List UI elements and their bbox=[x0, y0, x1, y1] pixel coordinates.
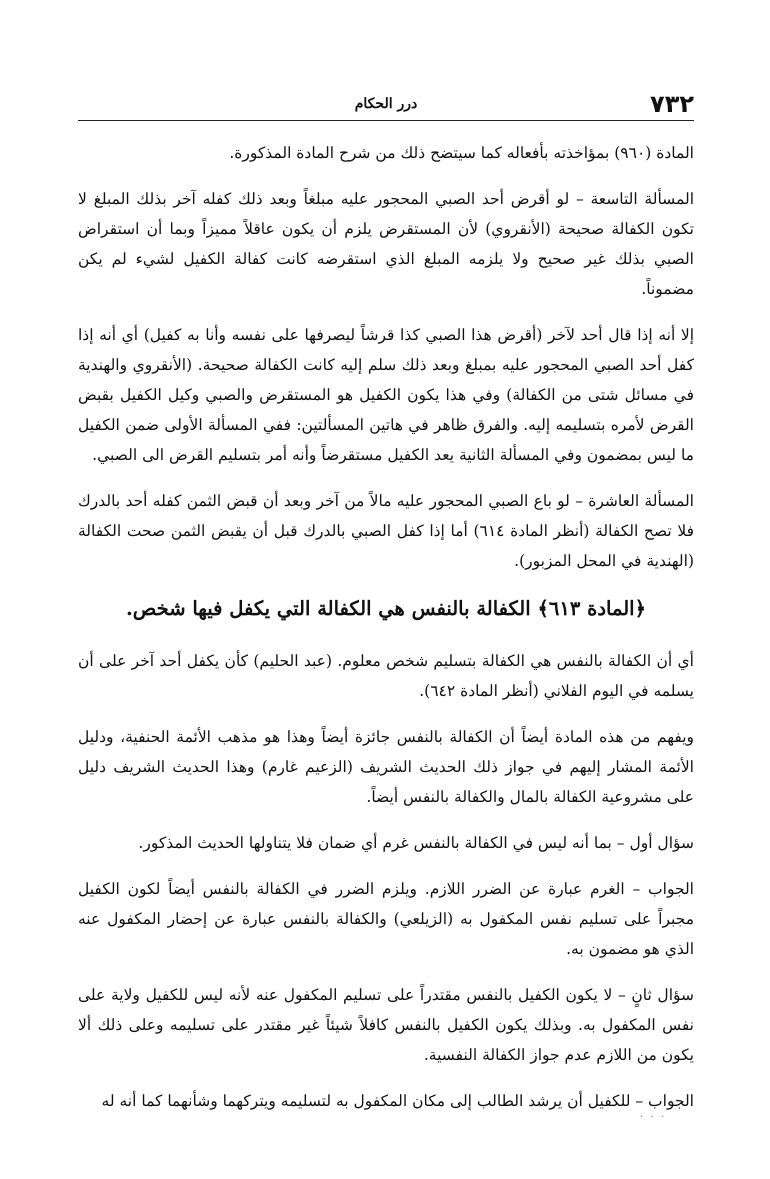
paragraph-tenth-case: المسألة العاشرة – لو باع الصبي المحجور عليه مالاً من آخر وبعد أن قبض الثمن كفله أحد بالدرك فلا تصح الكفالة (أنظر المادة ٦١٤) أما إذا كفل الصبي بالدرك قبل أن يقبض الثمن صحت الكفالة (الهندية في المحل المزبور). bbox=[78, 492, 694, 570]
paragraph-first-question: سؤال أول – بما أنه ليس في الكفالة بالنفس غرم أي ضمان فلا يتناولها الحديث المذكور. bbox=[138, 834, 694, 852]
running-title: درر الحكام bbox=[354, 96, 418, 112]
paragraph-second-question: سؤال ثانٍ – لا يكون الكفيل بالنفس مقتدراً على تسليم المكفول عنه لأنه ليس للكفيل ولاية على نفس المكفول به. وبذلك يكون الكفيل بالنفس كافلاً شيئاً غير مقتدر على تسليمه وعلى ذلك ألا يكون من اللازم عدم جواز الكفالة النفسية. bbox=[78, 986, 694, 1064]
page-header bbox=[78, 92, 694, 121]
paragraph-evidence: ويفهم من هذه المادة أيضاً أن الكفالة بالنفس جائزة أيضاً وهذا هو مذهب الأئمة الحنفية، ودليل الأئمة المشار إليهم في جواز ذلك الحديث الشريف (الزعيم غارم) وهذا الحديث الشريف دليل على مشروعية الكفالة بالمال والكفالة بالنفس أيضاً. bbox=[78, 728, 694, 806]
page-body bbox=[78, 138, 694, 1132]
article-heading: ﴿المادة ٦١٣﴾ الكفالة بالنفس هي الكفالة التي يكفل فيها شخص. bbox=[125, 597, 647, 620]
paragraph-ninth-case: المسألة التاسعة – لو أقرض أحد الصبي المحجور عليه مبلغاً وبعد ذلك كفله آخر بذلك المبلغ لا تكون الكفالة صحيحة (الأنقروي) لأن المستقرض يلزم أن يكون عاقلاً مميزاً وبما أن استقراض الصبي بذلك غير صحيح ولا يلزمه المبلغ الذي استقرضه كانت كفالة الكفيل لشيء لم يكن مضموناً. bbox=[78, 190, 694, 298]
paragraph-first-answer: الجواب – الغرم عبارة عن الضرر اللازم. ويلزم الضرر في الكفالة بالنفس أيضاً لكون الكفيل مجبراً على تسليم نفس المكفول به (الزيلعي) والكفالة بالنفس عبارة عن إحضار المكفول عنه الذي هو مضمون به. bbox=[78, 880, 694, 958]
paragraph-continuation: المادة (٩٦٠) بمؤاخذته بأفعاله كما سيتضح ذلك من شرح المادة المذكورة. bbox=[229, 144, 694, 162]
paragraph-definition: أي أن الكفالة بالنفس هي الكفالة بتسليم شخص معلوم. (عبد الحليم) كأن يكفل أحد آخر على أن يسلمه في اليوم الفلاني (أنظر المادة ٦٤٢). bbox=[78, 652, 694, 700]
page-number: ٧٣٢ bbox=[650, 90, 694, 118]
paragraph-exception: إلا أنه إذا قال أحد لآخر (أقرض هذا الصبي كذا قرشاً ليصرفها على نفسه وأنا به كفيل) أي أنه إذا كفل أحد الصبي المحجور عليه بمبلغ وبعد ذلك سلم إليه كانت الكفالة صحيحة. (الأنقروي والهندية في مسائل شتى من الكفالة) وفي هذا يكون الكفيل هو المستقرض والصبي وكيل الكفيل بقبض القرض لأمره بتسليمه إليه. والفرق ظاهر في هاتين المسألتين: ففي المسألة الأولى ضمن الكفيل ما ليس بمضمون وفي المسألة الثانية يعد الكفيل مستقرضاً وأنه أمر بتسليم القرض الى الصبي. bbox=[78, 326, 694, 464]
paragraph-second-answer: الجواب – للكفيل أن يرشد الطالب إلى مكان المكفول به لتسليمه ويتركهما وشأنهما كما أنه له bbox=[101, 1092, 694, 1110]
footer-mark: · · · bbox=[640, 1112, 666, 1123]
